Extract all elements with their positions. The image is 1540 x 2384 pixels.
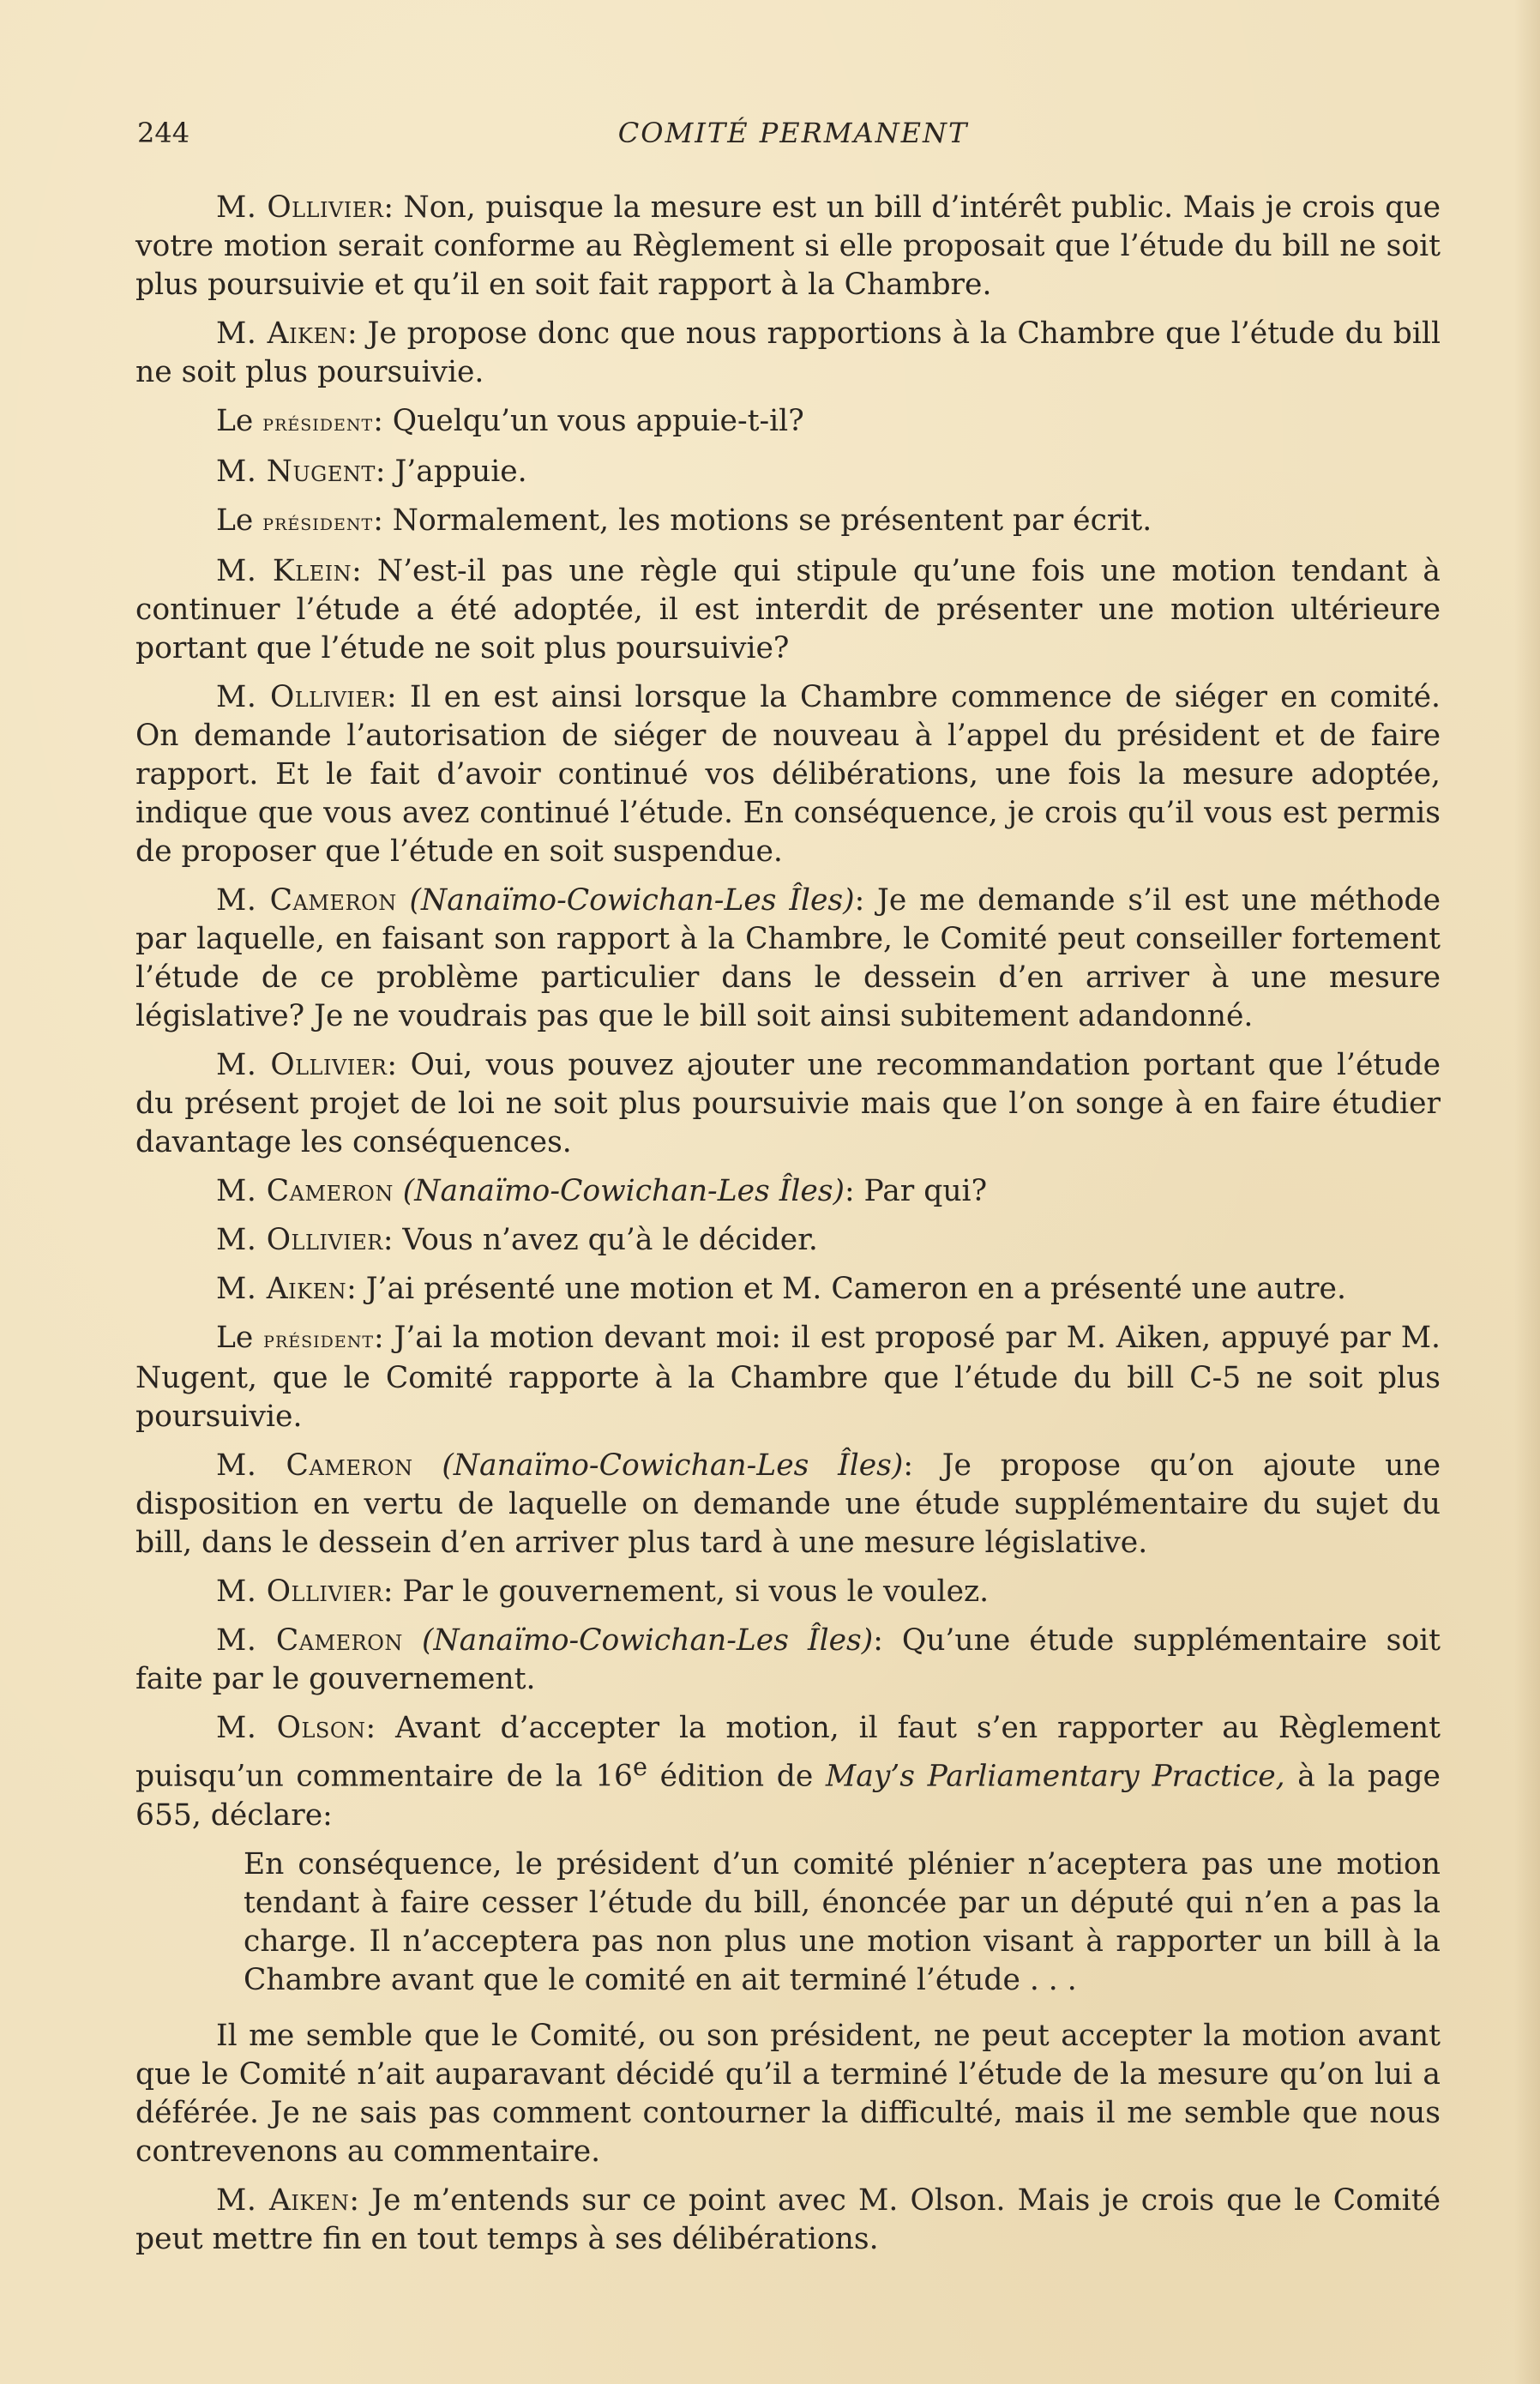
speech-text: Je propose donc que nous rapportions à la Chambre que l’étude du bill ne soit plus poursuivie. — [135, 316, 1441, 389]
speaker-riding: (Nanaïmo-Cowichan-Les Îles) — [421, 1623, 874, 1658]
speech-text: J’ai la motion devant moi: il est proposé par M. Aiken, appuyé par M. Nugent, que le Comité rapporte à la Chambre que l’étude du bill C-5 ne soit plus poursuivie. — [135, 1321, 1441, 1434]
paragraph: M. Aiken: Je propose donc que nous rapportions à la Chambre que l’étude du bill ne soit plus poursuivie. — [135, 316, 1441, 389]
paragraph: M. Aiken: J’ai présenté une motion et M. Cameron en a présenté une autre. — [216, 1272, 1346, 1306]
paragraph: Le président: Normalement, les motions se présentent par écrit. — [216, 503, 1152, 538]
speaker-name: M. Cameron — [216, 1174, 394, 1208]
speech-text: J’ai présenté une motion et M. Cameron en a présenté une autre. — [365, 1272, 1346, 1306]
paragraph: M. Ollivier: Oui, vous pouvez ajouter une recommandation portant que l’étude du présent projet de loi ne soit plus poursuivie mais que l’on songe à en faire étudier davantage les conséquences. — [135, 1048, 1441, 1159]
speaker-name: M. Ollivier — [216, 190, 384, 225]
speaker-name: président — [263, 1327, 375, 1353]
paragraph: M. Cameron (Nanaïmo-Cowichan-Les Îles): Qu’une étude supplémentaire soit faite par le gouvernement. — [135, 1623, 1441, 1696]
paragraph: M. Nugent: J’appuie. — [216, 455, 527, 489]
speaker-prefix: Le — [216, 404, 254, 438]
paragraph: M. Ollivier: Par le gouvernement, si vous le voulez. — [216, 1574, 990, 1609]
paragraph: M. Ollivier: Non, puisque la mesure est un bill d’intérêt public. Mais je crois que votre motion serait conforme au Règlement si elle proposait que l’étude du bill ne soit plus poursuivie et qu’il en soit fait rapport à la Chambre. — [135, 190, 1441, 302]
speech-text: Je m’entends sur ce point avec M. Olson. Mais je crois que le Comité peut mettre fin en tout temps à ses délibérations. — [135, 2182, 1441, 2256]
paragraph: M. Ollivier: Il en est ainsi lorsque la Chambre commence de siéger en comité. On demande l’autorisation de siéger de nouveau à l’appel du président et de faire rapport. Et le fait d’avoir continué vos délibérations, une fois la mesure adoptée, indique que vous avez continué l’étude. En conséquence, je crois qu’il vous est permis de proposer que l’étude en soit suspendue. — [135, 680, 1441, 869]
running-header — [137, 117, 1449, 160]
speaker-name: M. Ollivier — [216, 1048, 388, 1082]
speaker-name: M. Cameron — [216, 1623, 403, 1658]
book-title: May’s Parliamentary Practice, — [825, 1759, 1285, 1794]
paragraph: M. Ollivier: Vous n’avez qu’à le décider. — [216, 1223, 818, 1257]
paragraph — [135, 2017, 1441, 2171]
speech-text: Par le gouvernement, si vous le voulez. — [402, 1574, 990, 1609]
speaker-name: M. Aiken — [216, 2182, 350, 2218]
speech-text: Normalement, les motions se présentent par écrit. — [392, 503, 1152, 538]
block-quote: En conséquence, le président d’un comité plénier n’aceptera pas une motion tendant à faire cesser l’étude du bill, énoncée par un député qui n’en a pas la charge. Il n’acceptera pas non plus une motion visant à rapporter un bill à la Chambre avant que le comité en ait terminé l’étude . . . — [244, 1846, 1441, 1997]
speech-text: Il en est ainsi lorsque la Chambre commence de siéger en comité. On demande l’autorisation de siéger de nouveau à l’appel du président et de faire rapport. Et le fait d’avoir continué vos délibérations, une fois la mesure adoptée, indique que vous avez continué l’étude. En conséquence, je crois qu’il vous est permis de proposer que l’étude en soit suspendue. — [135, 680, 1441, 869]
speaker-name: M. Ollivier — [216, 1223, 383, 1257]
speech-text: à la page 655, déclare: — [135, 1759, 1441, 1833]
speaker-name: M. Aiken — [216, 316, 348, 351]
speaker-riding: (Nanaïmo-Cowichan-Les Îles) — [402, 1174, 845, 1208]
speaker-name: M. Nugent — [216, 455, 376, 489]
speech-text: Non, puisque la mesure est un bill d’intérêt public. Mais je crois que votre motion serait conforme au Règlement si elle proposait que l’étude du bill ne soit plus poursuivie et qu’il en soit fait rapport à la Chambre. — [135, 190, 1441, 302]
paragraph: Le président: J’ai la motion devant moi: il est proposé par M. Aiken, appuyé par M. Nugent, que le Comité rapporte à la Chambre que l’étude du bill C-5 ne soit plus poursuivie. — [135, 1321, 1441, 1434]
speaker-name: M. Ollivier — [216, 680, 388, 714]
speech-text: N’est-il pas une règle qui stipule qu’une fois une motion tendant à continuer l’étude a été adoptée, il est interdit de présenter une motion ultérieure portant que l’étude ne soit plus poursuivie? — [135, 554, 1441, 665]
speech-text: édition de — [647, 1759, 826, 1794]
speaker-name: M. Ollivier — [216, 1574, 383, 1609]
speech-text: Je propose qu’on ajoute une disposition en vertu de laquelle on demande une étude supplémentaire du sujet du bill, dans le dessein d’en arriver plus tard à une mesure législative. — [135, 1448, 1441, 1560]
paragraph: M. Cameron (Nanaïmo-Cowichan-Les Îles): Je me demande s’il est une méthode par laquelle, en faisant son rapport à la Chambre, le Comité peut conseiller fortement l’étude de ce problème particulier dans le dessein d’en arriver à une mesure législative? Je ne voudrais pas que le bill soit ainsi subitement adandonné. — [135, 883, 1441, 1033]
ordinal-superscript: e — [632, 1752, 647, 1781]
speaker-name: M. Aiken — [216, 1272, 347, 1306]
paragraph: M. Aiken: Je m’entends sur ce point avec M. Olson. Mais je crois que le Comité peut mettre fin en tout temps à ses délibérations. — [135, 2182, 1441, 2256]
paragraph: M. Cameron (Nanaïmo-Cowichan-Les Îles): Par qui? — [216, 1174, 988, 1208]
speaker-name: M. Klein — [216, 554, 352, 588]
speech-text: J’appuie. — [394, 455, 527, 489]
speech-text: Par qui? — [863, 1174, 988, 1208]
page-edge-shadow — [1514, 0, 1540, 2384]
speaker-name: M. Cameron — [216, 883, 397, 918]
speech-text: Vous n’avez qu’à le décider. — [402, 1223, 818, 1257]
transcript-body — [135, 189, 1441, 2269]
speech-text: Oui, vous pouvez ajouter une recommandation portant que l’étude du présent projet de loi ne soit plus poursuivie mais que l’on songe à en faire étudier davantage les conséquences. — [135, 1048, 1441, 1159]
speaker-riding: (Nanaïmo-Cowichan-Les Îles) — [442, 1448, 904, 1483]
speaker-name: président — [262, 410, 374, 436]
speech-text: Il me semble que le Comité, ou son président, ne peut accepter la motion avant que le Comité n’ait auparavant décidé qu’il a terminé l’étude de la mesure qu’on lui a déférée. Je ne sais pas comment contourner la difficulté, mais il me semble que nous contrevenons au commentaire. — [135, 2018, 1441, 2169]
speech-text: Je me demande s’il est une méthode par laquelle, en faisant son rapport à la Chambre, le Comité peut conseiller fortement l’étude de ce problème particulier dans le dessein d’en arriver à une mesure législative? Je ne voudrais pas que le bill soit ainsi subitement adandonné. — [135, 883, 1441, 1033]
running-title: COMITÉ PERMANENT — [617, 117, 969, 149]
speech-text: Quelqu’un vous appuie-t-il? — [392, 404, 804, 438]
speaker-name: M. Cameron — [216, 1448, 413, 1483]
speech-text: Avant d’accepter la motion, il faut s’en rapporter au Règlement puisqu’un commentaire de la 16 — [135, 1711, 1441, 1794]
paragraph: M. Klein: N’est-il pas une règle qui stipule qu’une fois une motion tendant à continuer l’étude a été adoptée, il est interdit de présenter une motion ultérieure portant que l’étude ne soit plus poursuivie? — [135, 554, 1441, 665]
speech-text: Qu’une étude supplémentaire soit faite par le gouvernement. — [135, 1623, 1441, 1696]
speaker-riding: (Nanaïmo-Cowichan-Les Îles) — [409, 883, 855, 918]
speaker-name: président — [262, 509, 374, 536]
speaker-prefix: Le — [216, 1321, 254, 1355]
page-number: 244 — [137, 117, 190, 149]
paragraph: M. Olson: Avant d’accepter la motion, il faut s’en rapporter au Règlement puisqu’un commentaire de la 16e édition de May’s Parliamentary Practice, à la page 655, déclare: — [135, 1711, 1441, 1833]
paragraph: M. Cameron (Nanaïmo-Cowichan-Les Îles): Je propose qu’on ajoute une disposition en vertu de laquelle on demande une étude supplémentaire du sujet du bill, dans le dessein d’en arriver plus tard à une mesure législative. — [135, 1448, 1441, 1560]
speaker-name: M. Olson — [216, 1711, 366, 1745]
paragraph: Le président: Quelqu’un vous appuie-t-il? — [216, 404, 804, 438]
speaker-prefix: Le — [216, 503, 254, 538]
